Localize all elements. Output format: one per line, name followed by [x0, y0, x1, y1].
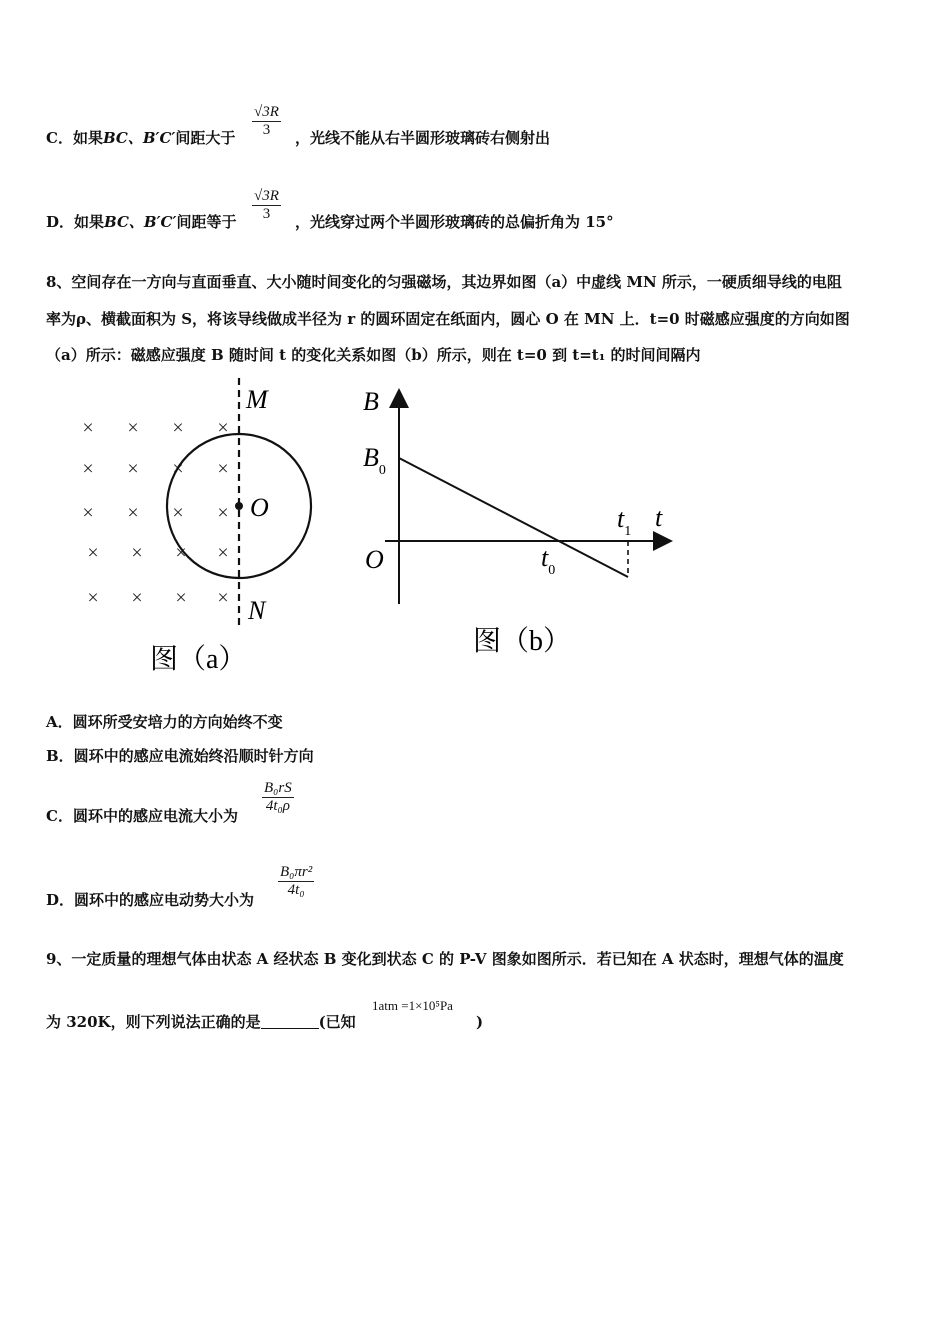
field-mark: ×: [217, 587, 229, 609]
label-t-axis: t: [655, 503, 663, 532]
field-mark: ×: [131, 587, 143, 609]
field-mark: ×: [127, 458, 139, 480]
field-mark: ×: [217, 542, 229, 564]
field-mark: ×: [217, 458, 229, 480]
field-mark: ×: [127, 417, 139, 439]
q9-close-paren: ): [476, 1013, 484, 1031]
field-mark: ×: [172, 502, 184, 524]
q8-stem-line-3: （a）所示：磁感应强度 B 随时间 t 的变化关系如图（b）所示，则在 t=0 到 t=t₁ 的时间间隔内: [46, 346, 701, 364]
field-mark: ×: [87, 542, 99, 564]
field-mark: ×: [172, 417, 184, 439]
fraction-numerator: √3R: [254, 104, 279, 120]
q7-option-c: [46, 128, 235, 148]
q7-option-c-tail: ，光线不能从右半圆形玻璃砖右侧射出: [295, 129, 551, 147]
figure-a: [60, 372, 360, 682]
q7-option-d-vars: BC、B′C′: [104, 213, 177, 231]
field-mark: ×: [172, 458, 184, 480]
fraction-denominator: 3: [262, 206, 271, 222]
q8-option-c-fraction: [262, 780, 294, 815]
fraction-denominator: 3: [262, 122, 271, 138]
fraction-numerator: B₀rS: [264, 780, 292, 796]
q8-option-c: C．圆环中的感应电流大小为: [46, 807, 238, 825]
q7-option-d: [46, 212, 236, 232]
label-m: M: [246, 385, 268, 414]
label-o: O: [250, 493, 269, 522]
q7-option-c-vars: BC、B′C′: [102, 129, 176, 147]
q7-option-c-label: C．如果: [46, 129, 103, 147]
field-mark: ×: [82, 502, 94, 524]
field-mark: ×: [131, 542, 143, 564]
q8-option-d: D．圆环中的感应电动势大小为: [46, 891, 255, 909]
q7-option-d-tail: ，光线穿过两个半圆形玻璃砖的总偏折角为 15°: [295, 213, 614, 231]
q9-stem-line-1: 9、一定质量的理想气体由状态 A 经状态 B 变化到状态 C 的 P-V 图象如图所示．若已知在 A 状态时，理想气体的温度: [46, 950, 844, 968]
field-marks: [82, 417, 228, 609]
q8-option-b: B．圆环中的感应电流始终沿顺时针方向: [46, 747, 314, 765]
figure-b: [355, 372, 675, 672]
q9-known-prefix: (已知: [318, 1013, 356, 1031]
q7-option-c-fraction: [252, 104, 281, 139]
field-mark: ×: [217, 502, 229, 524]
q8-option-d-fraction: [278, 864, 314, 899]
label-b0: $B_0$: [363, 443, 386, 478]
field-mark: ×: [175, 542, 187, 564]
q9-stem-line-2: [46, 1012, 356, 1032]
caption-b: 图（b）: [473, 626, 572, 657]
label-b: B: [363, 387, 379, 416]
q8-stem-line-1: 8、空间存在一方向与直面垂直、大小随时间变化的匀强磁场，其边界如图（a）中虚线 MN 所示，一硬质细导线的电阻: [46, 273, 842, 291]
label-t1: $t_1$: [617, 504, 632, 539]
field-mark: ×: [82, 458, 94, 480]
q9-unit-note: 1atm =1×10⁵Pa: [372, 998, 453, 1013]
q7-option-c-mid: 间距大于: [175, 129, 236, 147]
fraction-denominator: 4t₀ρ: [265, 798, 290, 814]
q8-stem-line-2: 率为ρ、横截面积为 S，将该导线做成半径为 r 的圆环固定在纸面内，圆心 O 在 MN 上．t=0 时磁感应强度的方向如图: [46, 310, 850, 328]
center-dot: [235, 502, 243, 510]
q7-option-d-fraction: [252, 188, 281, 223]
q7-option-d-mid: 间距等于: [176, 213, 237, 231]
q9-stem-text: 为 320K，则下列说法正确的是: [46, 1013, 261, 1031]
field-mark: ×: [87, 587, 99, 609]
fraction-numerator: B₀πr²: [280, 864, 313, 880]
label-t0: $t_0$: [541, 543, 556, 578]
b-t-line: [399, 458, 628, 577]
q8-option-a: A．圆环所受安培力的方向始终不变: [46, 713, 283, 731]
fraction-denominator: 4t₀: [287, 882, 305, 898]
fraction-numerator: √3R: [254, 188, 279, 204]
q7-option-d-label: D．如果: [46, 213, 105, 231]
field-mark: ×: [127, 502, 139, 524]
field-mark: ×: [175, 587, 187, 609]
label-n: N: [248, 596, 266, 625]
caption-a: 图（a）: [150, 644, 247, 675]
label-origin: O: [365, 545, 384, 574]
answer-blank[interactable]: [261, 1014, 319, 1029]
field-mark: ×: [217, 417, 229, 439]
field-mark: ×: [82, 417, 94, 439]
